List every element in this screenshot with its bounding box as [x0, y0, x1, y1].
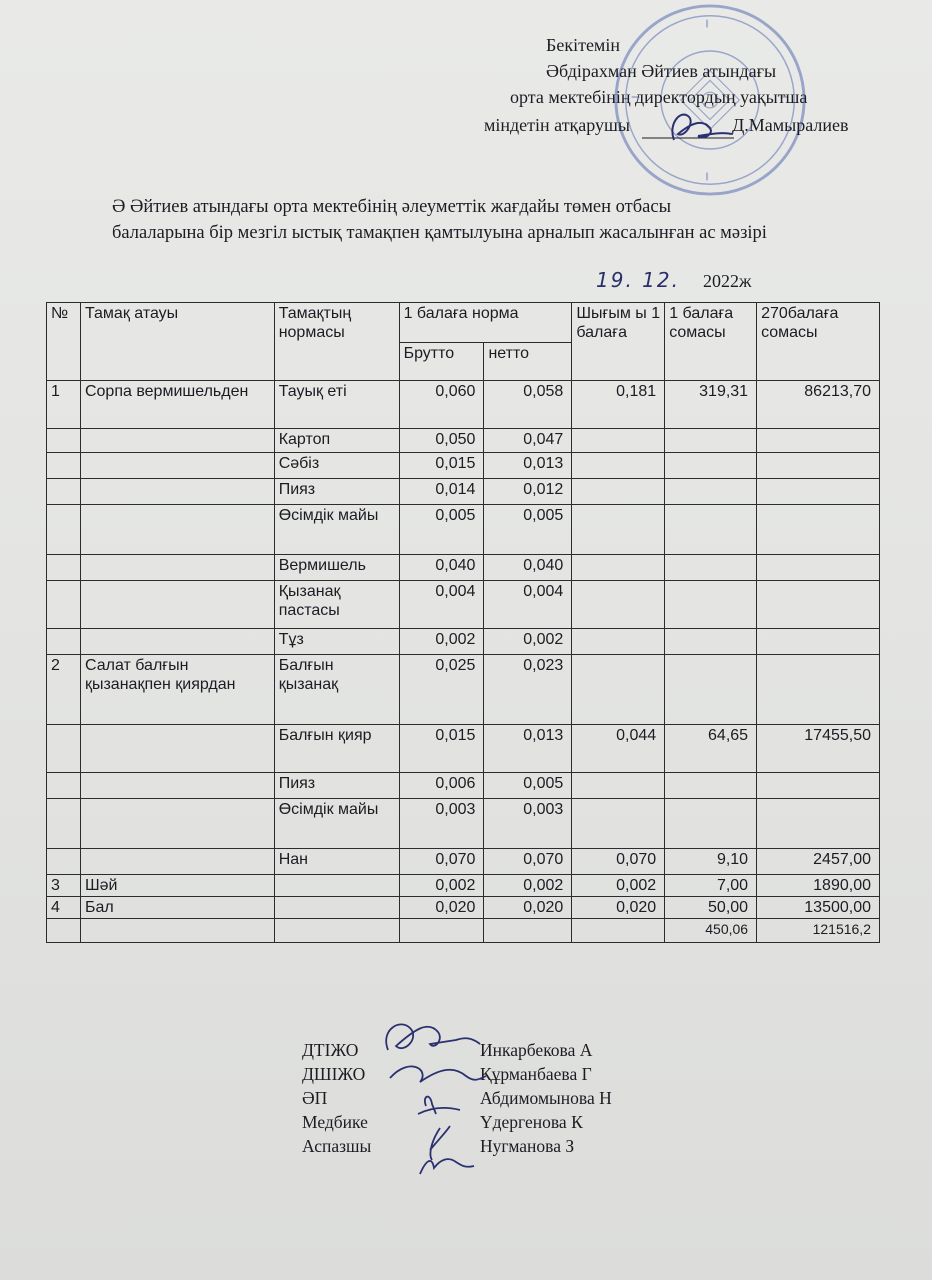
cell-total — [757, 799, 880, 849]
table-row — [47, 479, 880, 505]
cell-per-child — [665, 799, 757, 849]
cell-brutto: 0,050 — [399, 429, 484, 453]
cell-per-child — [665, 429, 757, 453]
cell-total: 13500,00 — [757, 897, 880, 919]
cell-ingredient: Пияз — [274, 479, 399, 505]
cell-num — [47, 429, 81, 453]
cell-brutto: 0,060 — [399, 381, 484, 429]
cell-num: 4 — [47, 897, 81, 919]
approval-line-1: Бекітемін — [546, 35, 620, 55]
cell-num: 3 — [47, 875, 81, 897]
cell-dish: Шәй — [80, 875, 274, 897]
cell-netto: 0,040 — [484, 555, 572, 581]
cell-netto: 0,004 — [484, 581, 572, 629]
cell-netto: 0,002 — [484, 629, 572, 655]
signature-name: Нугманова З — [480, 1136, 575, 1156]
cell-total — [757, 453, 880, 479]
signature-name: Үдергенова К — [480, 1112, 583, 1132]
menu-table — [46, 302, 880, 943]
cell-yield — [572, 505, 665, 555]
cell-brutto: 0,070 — [399, 849, 484, 875]
cell-netto: 0,013 — [484, 453, 572, 479]
cell-per-child — [665, 555, 757, 581]
table-row — [47, 429, 880, 453]
cell-yield — [572, 453, 665, 479]
cell-per-child: 450,06 — [665, 919, 757, 943]
table-row — [47, 453, 880, 479]
cell-per-child — [665, 629, 757, 655]
table-row — [47, 773, 880, 799]
cell-ingredient — [274, 897, 399, 919]
date-year: 2022ж — [702, 271, 752, 291]
cell-brutto: 0,004 — [399, 581, 484, 629]
document-date — [596, 268, 751, 292]
approval-line-2: Әбдірахман Әйтиев атындағы — [546, 61, 777, 81]
cell-ingredient: Балғын қызанақ — [274, 655, 399, 725]
cell-dish — [80, 479, 274, 505]
cell-dish — [80, 629, 274, 655]
cell-brutto: 0,025 — [399, 655, 484, 725]
cell-dish — [80, 799, 274, 849]
cell-yield — [572, 629, 665, 655]
cell-brutto: 0,040 — [399, 555, 484, 581]
cell-ingredient: Қызанақ пастасы — [274, 581, 399, 629]
cell-per-child — [665, 479, 757, 505]
cell-dish — [80, 453, 274, 479]
header-brutto: Брутто — [399, 343, 484, 381]
header-food-name: Тамақ атауы — [80, 303, 274, 381]
cell-total: 17455,50 — [757, 725, 880, 773]
cell-ingredient: Балғын қияр — [274, 725, 399, 773]
cell-dish — [80, 505, 274, 555]
table-row — [47, 875, 880, 897]
cell-netto: 0,003 — [484, 799, 572, 849]
header-sum-270: 270балаға сомасы — [757, 303, 880, 381]
cell-total — [757, 555, 880, 581]
table-row — [47, 505, 880, 555]
cell-num — [47, 453, 81, 479]
cell-yield — [572, 773, 665, 799]
signature-role: Медбике — [302, 1112, 368, 1132]
cell-ingredient: Картоп — [274, 429, 399, 453]
table-row — [47, 381, 880, 429]
cell-per-child — [665, 773, 757, 799]
cell-num — [47, 479, 81, 505]
cell-brutto: 0,014 — [399, 479, 484, 505]
cell-total: 1890,00 — [757, 875, 880, 897]
cell-total — [757, 505, 880, 555]
cell-yield — [572, 555, 665, 581]
cell-per-child: 7,00 — [665, 875, 757, 897]
approval-line-3: орта мектебінің директордың уақытша — [510, 87, 808, 107]
cell-yield: 0,070 — [572, 849, 665, 875]
table-row — [47, 555, 880, 581]
header-sum-per-child: 1 балаға сомасы — [665, 303, 757, 381]
cell-num: 2 — [47, 655, 81, 725]
table-row — [47, 919, 880, 943]
cell-brutto: 0,002 — [399, 875, 484, 897]
header-food-norm: Тамақтың нормасы — [274, 303, 399, 381]
signature-role: ДТІЖО — [302, 1040, 359, 1060]
cell-dish — [80, 773, 274, 799]
cell-brutto: 0,002 — [399, 629, 484, 655]
cell-per-child — [665, 505, 757, 555]
cell-per-child: 319,31 — [665, 381, 757, 429]
cell-yield — [572, 479, 665, 505]
cell-num — [47, 849, 81, 875]
cell-dish: Сорпа вермишельден — [80, 381, 274, 429]
cell-total: 86213,70 — [757, 381, 880, 429]
approval-director-name: Д.Мамыралиев — [732, 115, 849, 135]
signature-name: Абдимомынова Н — [480, 1088, 612, 1108]
signature-role: ӘП — [302, 1088, 328, 1108]
header-num: № — [47, 303, 81, 381]
cell-yield — [572, 919, 665, 943]
cell-ingredient: Вермишель — [274, 555, 399, 581]
cell-num: 1 — [47, 381, 81, 429]
cell-per-child: 9,10 — [665, 849, 757, 875]
cell-total — [757, 429, 880, 453]
document-title — [112, 194, 912, 246]
cell-num — [47, 555, 81, 581]
cell-ingredient: Нан — [274, 849, 399, 875]
cell-dish — [80, 581, 274, 629]
cell-yield — [572, 581, 665, 629]
signature-name: Құрманбаева Г — [480, 1064, 592, 1084]
cell-per-child — [665, 581, 757, 629]
cell-brutto: 0,006 — [399, 773, 484, 799]
cell-netto: 0,013 — [484, 725, 572, 773]
cell-per-child: 50,00 — [665, 897, 757, 919]
cell-ingredient: Тұз — [274, 629, 399, 655]
cell-dish: Бал — [80, 897, 274, 919]
cell-netto — [484, 919, 572, 943]
cell-total: 2457,00 — [757, 849, 880, 875]
cell-per-child — [665, 453, 757, 479]
cell-total — [757, 655, 880, 725]
cell-ingredient: Өсімдік майы — [274, 799, 399, 849]
cell-total — [757, 479, 880, 505]
title-line-2: балаларына бір мезгіл ыстық тамақпен қамтылуына арналып жасалынған ас мәзірі — [112, 223, 767, 243]
cell-total — [757, 629, 880, 655]
cell-num — [47, 581, 81, 629]
cell-num — [47, 919, 81, 943]
cell-ingredient: Сәбіз — [274, 453, 399, 479]
cell-netto: 0,023 — [484, 655, 572, 725]
cell-yield: 0,181 — [572, 381, 665, 429]
cell-dish — [80, 849, 274, 875]
cell-yield: 0,002 — [572, 875, 665, 897]
title-line-1: Ә Әйтиев атындағы орта мектебінің әлеуметтік жағдайы төмен отбасы — [112, 197, 672, 217]
cell-per-child: 64,65 — [665, 725, 757, 773]
cell-netto: 0,058 — [484, 381, 572, 429]
header-cost-per-child: Шығым ы 1 балаға — [572, 303, 665, 381]
cell-yield — [572, 799, 665, 849]
cell-netto: 0,005 — [484, 505, 572, 555]
cell-ingredient — [274, 919, 399, 943]
cell-total: 121516,2 — [757, 919, 880, 943]
signature-role: Аспазшы — [302, 1136, 372, 1156]
cell-brutto — [399, 919, 484, 943]
table-row — [47, 849, 880, 875]
header-per-child-norm: 1 балаға норма — [399, 303, 572, 343]
cell-netto: 0,047 — [484, 429, 572, 453]
cell-yield — [572, 655, 665, 725]
cell-ingredient — [274, 875, 399, 897]
signature-role: ДШІЖО — [302, 1064, 366, 1084]
cell-yield — [572, 429, 665, 453]
table-row — [47, 581, 880, 629]
cell-netto: 0,005 — [484, 773, 572, 799]
cell-brutto: 0,005 — [399, 505, 484, 555]
table-header-row — [47, 303, 880, 343]
cell-per-child — [665, 655, 757, 725]
signature-name: Инкарбекова А — [480, 1040, 593, 1060]
cell-netto: 0,020 — [484, 897, 572, 919]
cell-brutto: 0,015 — [399, 725, 484, 773]
cell-dish — [80, 725, 274, 773]
cell-ingredient: Тауық еті — [274, 381, 399, 429]
cell-brutto: 0,020 — [399, 897, 484, 919]
cell-dish — [80, 429, 274, 453]
cell-dish — [80, 919, 274, 943]
cell-netto: 0,012 — [484, 479, 572, 505]
cell-yield: 0,020 — [572, 897, 665, 919]
cell-ingredient: Пияз — [274, 773, 399, 799]
cell-num — [47, 629, 81, 655]
table-row — [47, 629, 880, 655]
header-netto: нетто — [484, 343, 572, 381]
approval-line-4-prefix: міндетін атқарушы — [484, 115, 631, 135]
table-row — [47, 725, 880, 773]
table-row — [47, 897, 880, 919]
cell-num — [47, 725, 81, 773]
cell-dish: Салат балғын қызанақпен қиярдан — [80, 655, 274, 725]
table-row — [47, 799, 880, 849]
table-row — [47, 655, 880, 725]
cell-brutto: 0,003 — [399, 799, 484, 849]
handwritten-date: 19. 12. — [596, 268, 680, 292]
menu-table-body — [47, 381, 880, 943]
cell-yield: 0,044 — [572, 725, 665, 773]
cell-brutto: 0,015 — [399, 453, 484, 479]
cell-netto: 0,070 — [484, 849, 572, 875]
cell-total — [757, 773, 880, 799]
cell-num — [47, 773, 81, 799]
cell-netto: 0,002 — [484, 875, 572, 897]
cell-num — [47, 799, 81, 849]
cell-num — [47, 505, 81, 555]
cell-dish — [80, 555, 274, 581]
cell-ingredient: Өсімдік майы — [274, 505, 399, 555]
cell-total — [757, 581, 880, 629]
